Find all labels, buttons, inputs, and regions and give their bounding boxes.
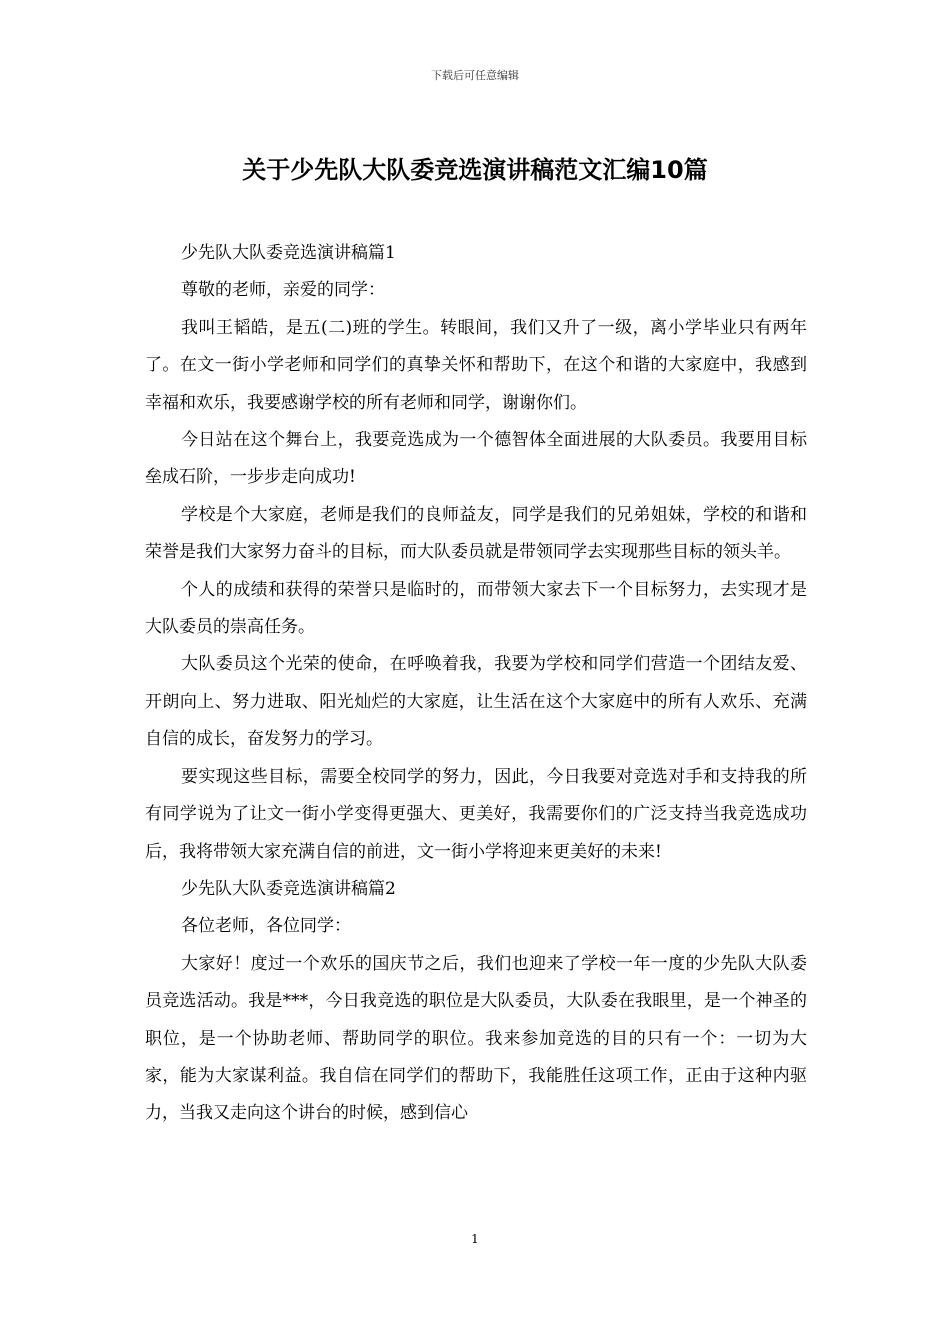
section-heading-2: 少先队大队委竞选演讲稿篇2 xyxy=(181,878,396,899)
paragraph: 大家好！度过一个欢乐的国庆节之后，我们也迎来了学校一年一度的少先队大队委员竞选活动。我是***，今日我竞选的职位是大队委员，大队委在我眼里，是一个神圣的职位，是一个协助老师、帮助同学的职位。我来参加竞选的目的只有一个：一切为大家，能为大家谋利益。我自信在同学们的帮助下，我能胜任这项工作，正由于这种内驱力，当我又走向这个讲台的时候，感到信心 xyxy=(145,953,807,1124)
header-note: 下载后可任意编辑 xyxy=(431,69,519,82)
paragraph: 大队委员这个光荣的使命，在呼唤着我，我要为学校和同学们营造一个团结友爱、开朗向上、努力进取、阳光灿烂的大家庭，让生活在这个大家庭中的所有人欢乐、充满自信的成长，奋发努力的学习。 xyxy=(145,654,807,750)
paragraph: 今日站在这个舞台上，我要竞选成为一个德智体全面进展的大队委员。我要用目标垒成石阶，一步步走向成功! xyxy=(145,430,807,488)
paragraph: 学校是个大家庭，老师是我们的良师益友，同学是我们的兄弟姐妹，学校的和谐和荣誉是我们大家努力奋斗的目标，而大队委员就是带领同学去实现那些目标的领头羊。 xyxy=(145,504,807,563)
paragraph: 我叫王韬皓，是五(二)班的学生。转眼间，我们又升了一级，离小学毕业只有两年了。在文一街小学老师和同学们的真挚关怀和帮助下，在这个和谐的大家庭中，我感到幸福和欢乐，我要感谢学校的所有老师和同学，谢谢你们。 xyxy=(145,317,807,413)
paragraph: 要实现这些目标，需要全校同学的努力，因此，今日我要对竞选对手和支持我的所有同学说为了让文一街小学变得更强大、更美好，我需要你们的广泛支持当我竞选成功后，我将带领大家充满自信的前进，文一街小学将迎来更美好的未来! xyxy=(145,766,807,862)
page-number: 1 xyxy=(471,1232,479,1246)
salutation-2: 各位老师，各位同学： xyxy=(181,916,351,937)
section-heading-1: 少先队大队委竞选演讲稿篇1 xyxy=(181,243,396,263)
document-body xyxy=(145,235,807,1133)
document-title: 关于少先队大队委竞选演讲稿范文汇编10篇 xyxy=(242,156,708,184)
paragraph: 个人的成绩和获得的荣誉只是临时的，而带领大家去下一个目标努力，去实现才是大队委员的崇高任务。 xyxy=(145,579,807,638)
salutation-1: 尊敬的老师，亲爱的同学： xyxy=(181,280,385,301)
